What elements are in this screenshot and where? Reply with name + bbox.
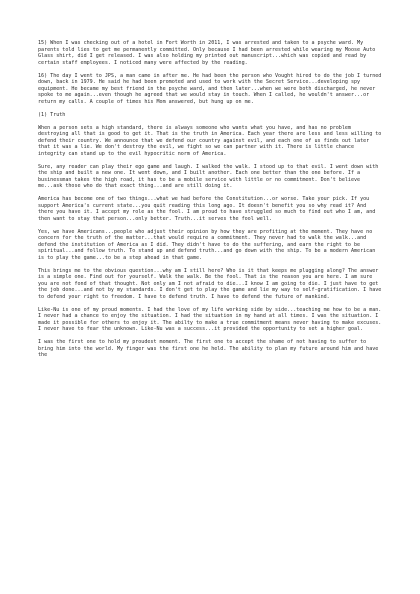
paragraph-16: 16) The day I went to JPS, a man came in after me. He had been the person who Vought hired to do the job I turned down, back in 1979. He said he had been promoted and used to work with the Secret Service...developing spy equipment. He became my best friend in the psyche ward, and then later...when we were both discharged, he never spoke to me again...even though he agreed that we would stay in touch. When I called, he wouldn't answer...or return my calls. A couple of times his Mom answered, but hung up on me. <box>38 72 382 105</box>
paragraph-truth-2: Sure, any reader can play their ego game and laugh. I walked the walk. I stood up to that evil. I went down with the ship and built a new one. It went down, and I built another. Each one better than the one before. If a businessman takes the high road, it has to be a mobile service with little or no commitment. Don't believe me...ask those who do that exact thing...and are still doing it. <box>38 163 379 189</box>
paragraph-truth-3: America has become one of two things...what we had before the Constitution...or worse. Take your pick. If you support America's current state...you quit reading this long ago. It doesn't benefit you so why read it? And there you have it. I accept my role as the fool. I am proud to have struggled so much to find out who I am, and then want to stay that person...only better. Truth...it serves the fool well. <box>38 196 376 222</box>
paragraph-15: 15) When I was checking out of a hotel in Fort Worth in 2011, I was arrested and taken to a psyche ward. My parents told lies to get me permanently committed. Only because I had been arrested while wearing my Moose Auto Glass shirt, did I get released. I was also holding my printed out manuscript...which was copied and read by certain staff employees. I noticed many were affected by the reading. <box>38 40 376 66</box>
section-heading-truth: (1) Truth <box>38 111 66 118</box>
paragraph-truth-7: I was the first one to hold my proudest moment. The first one to accept the shame of not having to suffer to bring him into the world. My finger was the first one he held. The ability to plan my future around him and have the <box>38 339 379 358</box>
paragraph-truth-5: This brings me to the obvious question...why am I still here? Who is it that keeps me plugging along? The answer is a simple one. Find out for yourself. Walk the walk. Be the fool. That is the reason you are here. I am sure you are not fond of that thought. Not only am I not afraid to die...I know I am going to die. I just have to get the job done...and not by my standards. I don't get to play the game and lie my way to self-gratification. I have to defend your right to freedom. I have to defend truth. I have to defend the future of mankind. <box>38 267 382 300</box>
paragraph-truth-6: Like-Nu is one of my proud moments. I had the love of my life working side by side...teaching me how to be a man. I never had a chance to enjoy the situation. I had the situation in my hand at all times. I was the situation. I made it possible for others to enjoy it. The abilty to make a true commitment means never having to make excuses. I never have to fear the unknown. Like-Nu was a success...it provided the opportunity to set a higher goal. <box>38 306 382 332</box>
paragraph-truth-4: Yes, we have Americans...people who adjust their opinion by how they are profiting at the moment. They have no concern for the truth of the matter...that would require a commitment. They never had to walk the walk...and defend the institution of America as I did. They didn't have to do the suffering, and earn the right to be spiritual...and follow truth. To stand up and defend truth...and go down with the ship. To be a modern American is to play the game...to be a step ahead in that game. <box>38 228 376 261</box>
paragraph-truth-1: When a person sets a high standard, there is always someone who wants what you have, and has no problem destroying all that is good to get it. That is the truth in America. Each year there are less and less willing to defend their country. We announce that we defend our country against evil, and each one of us finds out later that it was a lie. We don't destroy the evil, we fight so we can partner with it. There is little chance integrity can stand up to the evil hypocritic norm of America. <box>38 124 382 157</box>
